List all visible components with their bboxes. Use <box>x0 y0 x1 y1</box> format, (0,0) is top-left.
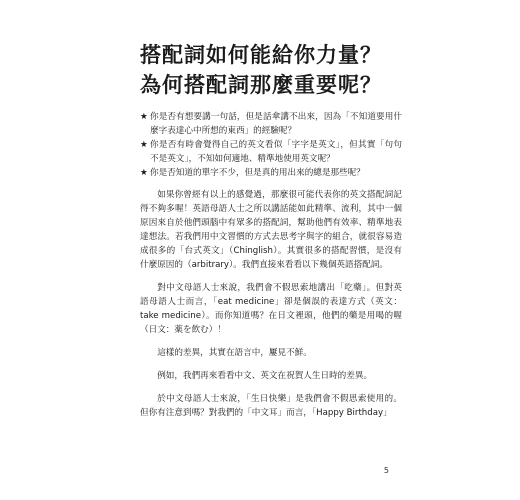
paragraph-birthday: 於中文母語人士來說，「生日快樂」是我們會不假思索使用的。但你有注意到嗎？對我們的「中文耳」而言，「Happy Birthday」 <box>140 394 402 418</box>
question-item <box>140 166 402 180</box>
star-icon: ★ <box>140 168 148 178</box>
title-line-1: 搭配詞如何能給你力量？ <box>140 43 382 67</box>
page-number: 5 <box>383 466 389 475</box>
star-icon: ★ <box>140 140 148 150</box>
question-list <box>140 110 402 180</box>
question-text: 你是否知道的單字不少，但是真的用出來的總是那些呢？ <box>150 168 365 178</box>
page-title <box>140 40 500 100</box>
paragraph-intro: 如果你曾經有以上的感覺過，那麼很可能代表你的英文搭配詞記得不夠多喔！英語母語人士之所以講話能如此精準、流利，其中一個原因來自於他們頭腦中有眾多的搭配詞，幫助他們有效率、精準地表達想法。若我們用中文習慣的方式去思考字與字的組合，就很容易造成很多的「台式英文」（Chinglish）。其實很多的搭配習慣，是沒有什麼原因的（arbitrary）。我們直接來看看以下幾個英語搭配詞。 <box>140 190 402 270</box>
question-item <box>140 110 402 138</box>
paragraph-difference: 這樣的差異，其實在語言中，屢見不鮮。 <box>157 348 312 358</box>
star-icon: ★ <box>140 112 148 122</box>
question-text: 你是否有想要講一句話，但是話傘講不出來，因為「不知道要用什麼字表達心中所想的東西」的經驗呢？ <box>150 112 402 136</box>
paragraph-example: 例如，我們再來看看中文、英文在祝賀人生日時的差異。 <box>157 371 373 381</box>
question-text: 你是否有時會覺得自己的英文看似「字字是英文」，但其實「句句不是英文」，不知如何適地、精準地使用英文呢？ <box>150 140 402 164</box>
title-line-2: 為何搭配詞那麼重要呢？ <box>140 73 382 97</box>
paragraph-medicine: 對中文母語人士來說，我們會不假思索地講出「吃藥」。但對英語母語人士而言，「eat medicine」卻是個誤的表達方式（英文：take medicine）。而你知道嗎？在日文裡頭，他們的藥是用喝的喔（日文：薬を飲む）！ <box>140 283 402 335</box>
body-text <box>140 110 402 429</box>
question-item <box>140 138 402 166</box>
